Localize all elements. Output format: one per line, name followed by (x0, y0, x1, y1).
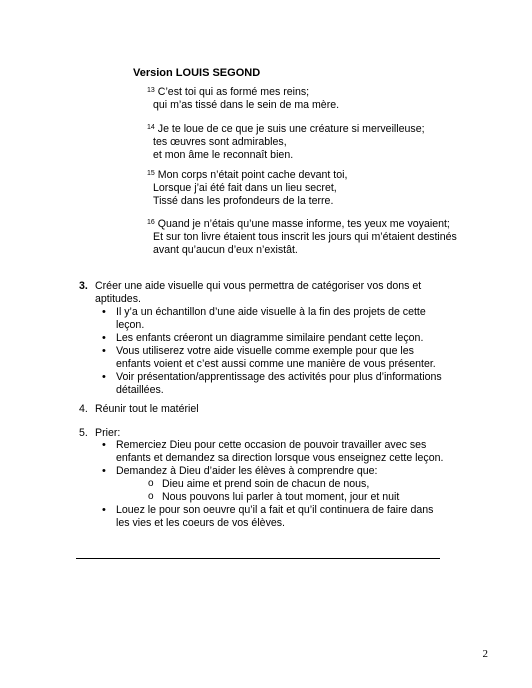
list-item-3 (79, 280, 459, 400)
item-text-line: Créer une aide visuelle qui vous permettra de catégoriser vos dons et (95, 280, 422, 292)
bullet-item: • Louez le pour son oeuvre qu’il a fait et qu’il continuera de faire dans les vies et les coeurs de vos élèves. (95, 504, 443, 530)
verse-line: qui m’as tissé dans le sein de ma mère. (153, 99, 340, 111)
bullet-item: • Vous utiliserez votre aide visuelle comme exemple pour que les enfants voient et c’est aussi comme une manière de vous présenter. (95, 345, 442, 371)
verse-line: tes œuvres sont admirables, (153, 136, 287, 148)
bullet-item: • Demandez à Dieu d’aider les élèves à comprendre que: o Dieu aime et prend soin de chacun de nous, o Nous pouvons lui parler à tout moment, jour et nuit (95, 465, 443, 504)
item-number: 5. (79, 427, 88, 439)
verse-number: 14 (147, 124, 155, 131)
verse-line: Mon corps n’était point cache devant toi, (157, 169, 348, 181)
verse-13 (147, 86, 339, 112)
verse-line: Je te loue de ce que je suis une créature si merveilleuse; (157, 123, 425, 135)
verse-line: et mon âme le reconnaît bien. (153, 149, 294, 161)
verse-number: 15 (147, 170, 155, 177)
item-number: 4. (79, 403, 88, 415)
sub-item: o Nous pouvons lui parler à tout moment, jour et nuit (116, 491, 443, 504)
list-item-4 (79, 403, 459, 417)
verse-15 (147, 169, 347, 208)
item-number: 3. (79, 280, 88, 292)
bullet-item: • Voir présentation/apprentissage des activités pour plus d’informations détaillées. (95, 371, 442, 397)
horizontal-rule (76, 558, 440, 559)
bullet-item: • Les enfants créeront un diagramme similaire pendant cette leçon. (95, 332, 442, 345)
verse-line: avant qu’aucun d’eux n’existât. (153, 244, 298, 256)
verse-number: 13 (147, 87, 155, 94)
verse-line: Et sur ton livre étaient tous inscrit les jours qui m’étaient destinés (153, 231, 457, 243)
version-heading: Version LOUIS SEGOND (133, 67, 261, 79)
verse-line: C’est toi qui as formé mes reins; (157, 86, 310, 98)
verse-14 (147, 123, 425, 162)
bullet-list (95, 439, 443, 530)
item-text-line: aptitudes. (95, 293, 141, 305)
verse-number: 16 (147, 219, 155, 226)
item-text-line: Réunir tout le matériel (95, 403, 199, 415)
verse-line: Quand je n’étais qu’une masse informe, tes yeux me voyaient; (157, 218, 450, 230)
sub-list (116, 478, 443, 504)
item-text-line: Prier: (95, 427, 121, 439)
bullet-item: • Il y’a un échantillon d’une aide visuelle à la fin des projets de cette leçon. (95, 306, 442, 332)
sub-item: o Dieu aime et prend soin de chacun de nous, (116, 478, 443, 491)
verse-16 (147, 218, 457, 257)
bullet-item: • Remerciez Dieu pour cette occasion de pouvoir travailler avec ses enfants et demandez sa direction lorsque vous enseignez cette leçon. (95, 439, 443, 465)
verse-line: Tissé dans les profondeurs de la terre. (153, 195, 334, 207)
page-number: 2 (482, 648, 488, 660)
list-item-5 (79, 427, 459, 547)
verse-line: Lorsque j’ai été fait dans un lieu secret, (153, 182, 337, 194)
bullet-list (95, 306, 442, 397)
